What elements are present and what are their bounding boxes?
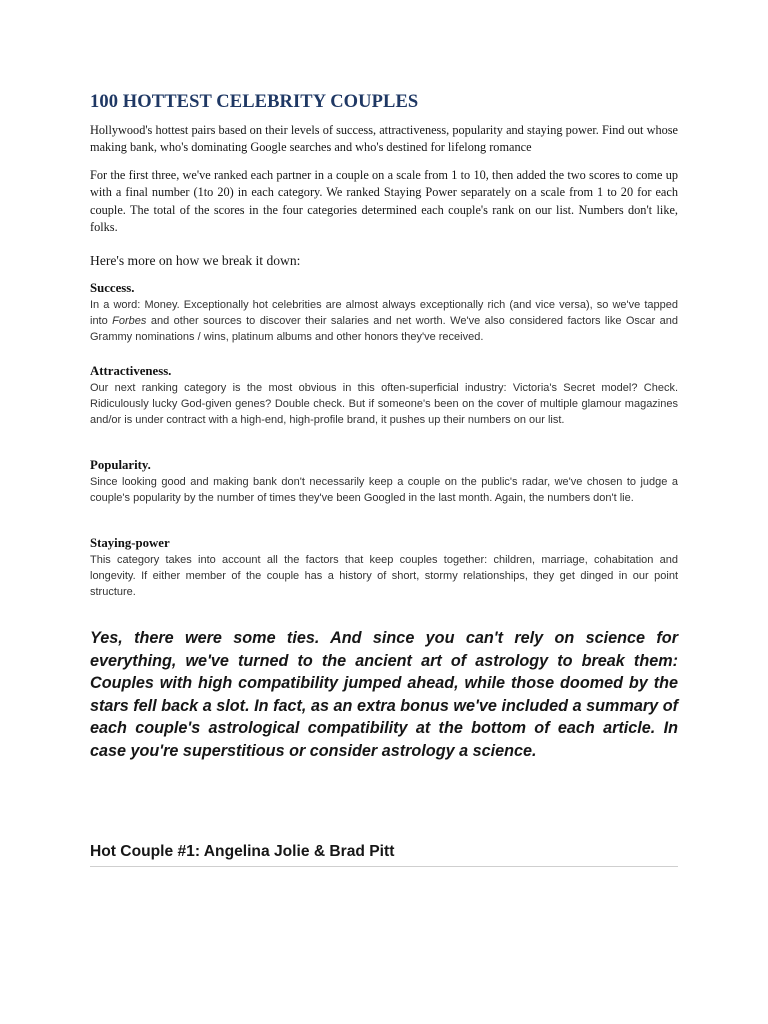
lead-line: Here's more on how we break it down: [90,253,301,268]
couple-heading: Hot Couple #1: Angelina Jolie & Brad Pitt [90,843,395,860]
section-divider [90,866,678,867]
section-body-staying-power: This category takes into account all the factors that keep couples together: children, marriage, cohabitation and longevity. If either member of the couple has a history of short, stormy relationships, they get dinged in our point structure. [90,554,678,599]
astrology-callout: Yes, there were some ties. And since you can't rely on science for everything, we've turned to the ancient art of astrology to break them: Couples with high compatibility jumped ahead, while those doomed by the stars fell back a slot. In fact, as an extra bonus we've included a summary of each couple's astrological compatibility at the bottom of each article. In case you're superstitious or consider astrology a science. [90,629,678,760]
section-heading-attractiveness: Attractiveness. [90,364,172,378]
section-body-popularity: Since looking good and making bank don't necessarily keep a couple on the public's radar, we've chosen to judge a couple's popularity by the number of times they've been Googled in the last month. Again, the numbers don't lie. [90,476,678,505]
forbes-emphasis: Forbes [112,315,147,328]
article-title: 100 HOTTEST CELEBRITY COUPLES [90,92,419,112]
success-text-end: and other sources to discover their salaries and net worth. We've also considered factors like Oscar and Grammy nominations / wins, platinum albums and other honors they've received. [90,315,678,344]
section-heading-popularity: Popularity. [90,458,151,472]
section-heading-staying-power: Staying-power [90,536,170,550]
section-heading-success: Success. [90,281,135,295]
section-body-attractiveness: Our next ranking category is the most obvious in this often-superficial industry: Victoria's Secret model? Check. Ridiculously lucky God-given genes? Double check. But if someone's been on the cover of multiple glamour magazines and/or is under contract with a high-end, high-profile brand, it pushes up their numbers on our list. [90,382,678,427]
section-body-success [90,297,678,346]
success-text-start: In a word: Money. Exceptionally hot celebrities are almost always exceptionally rich (and vice versa), so we've tapped into [90,299,678,328]
methodology-paragraph: For the first three, we've ranked each partner in a couple on a scale from 1 to 10, then added the two scores to come up with a final number (1to 20) in each category. We ranked Staying Power separately on a scale from 1 to 20 for each couple. The total of the scores in the four categories determined each couple's rank on our list. Numbers don't like, folks. [90,168,678,235]
intro-paragraph: Hollywood's hottest pairs based on their levels of success, attractiveness, popularity and staying power. Find out whose making bank, who's dominating Google searches and who's destined for lifelong romance [90,123,678,155]
